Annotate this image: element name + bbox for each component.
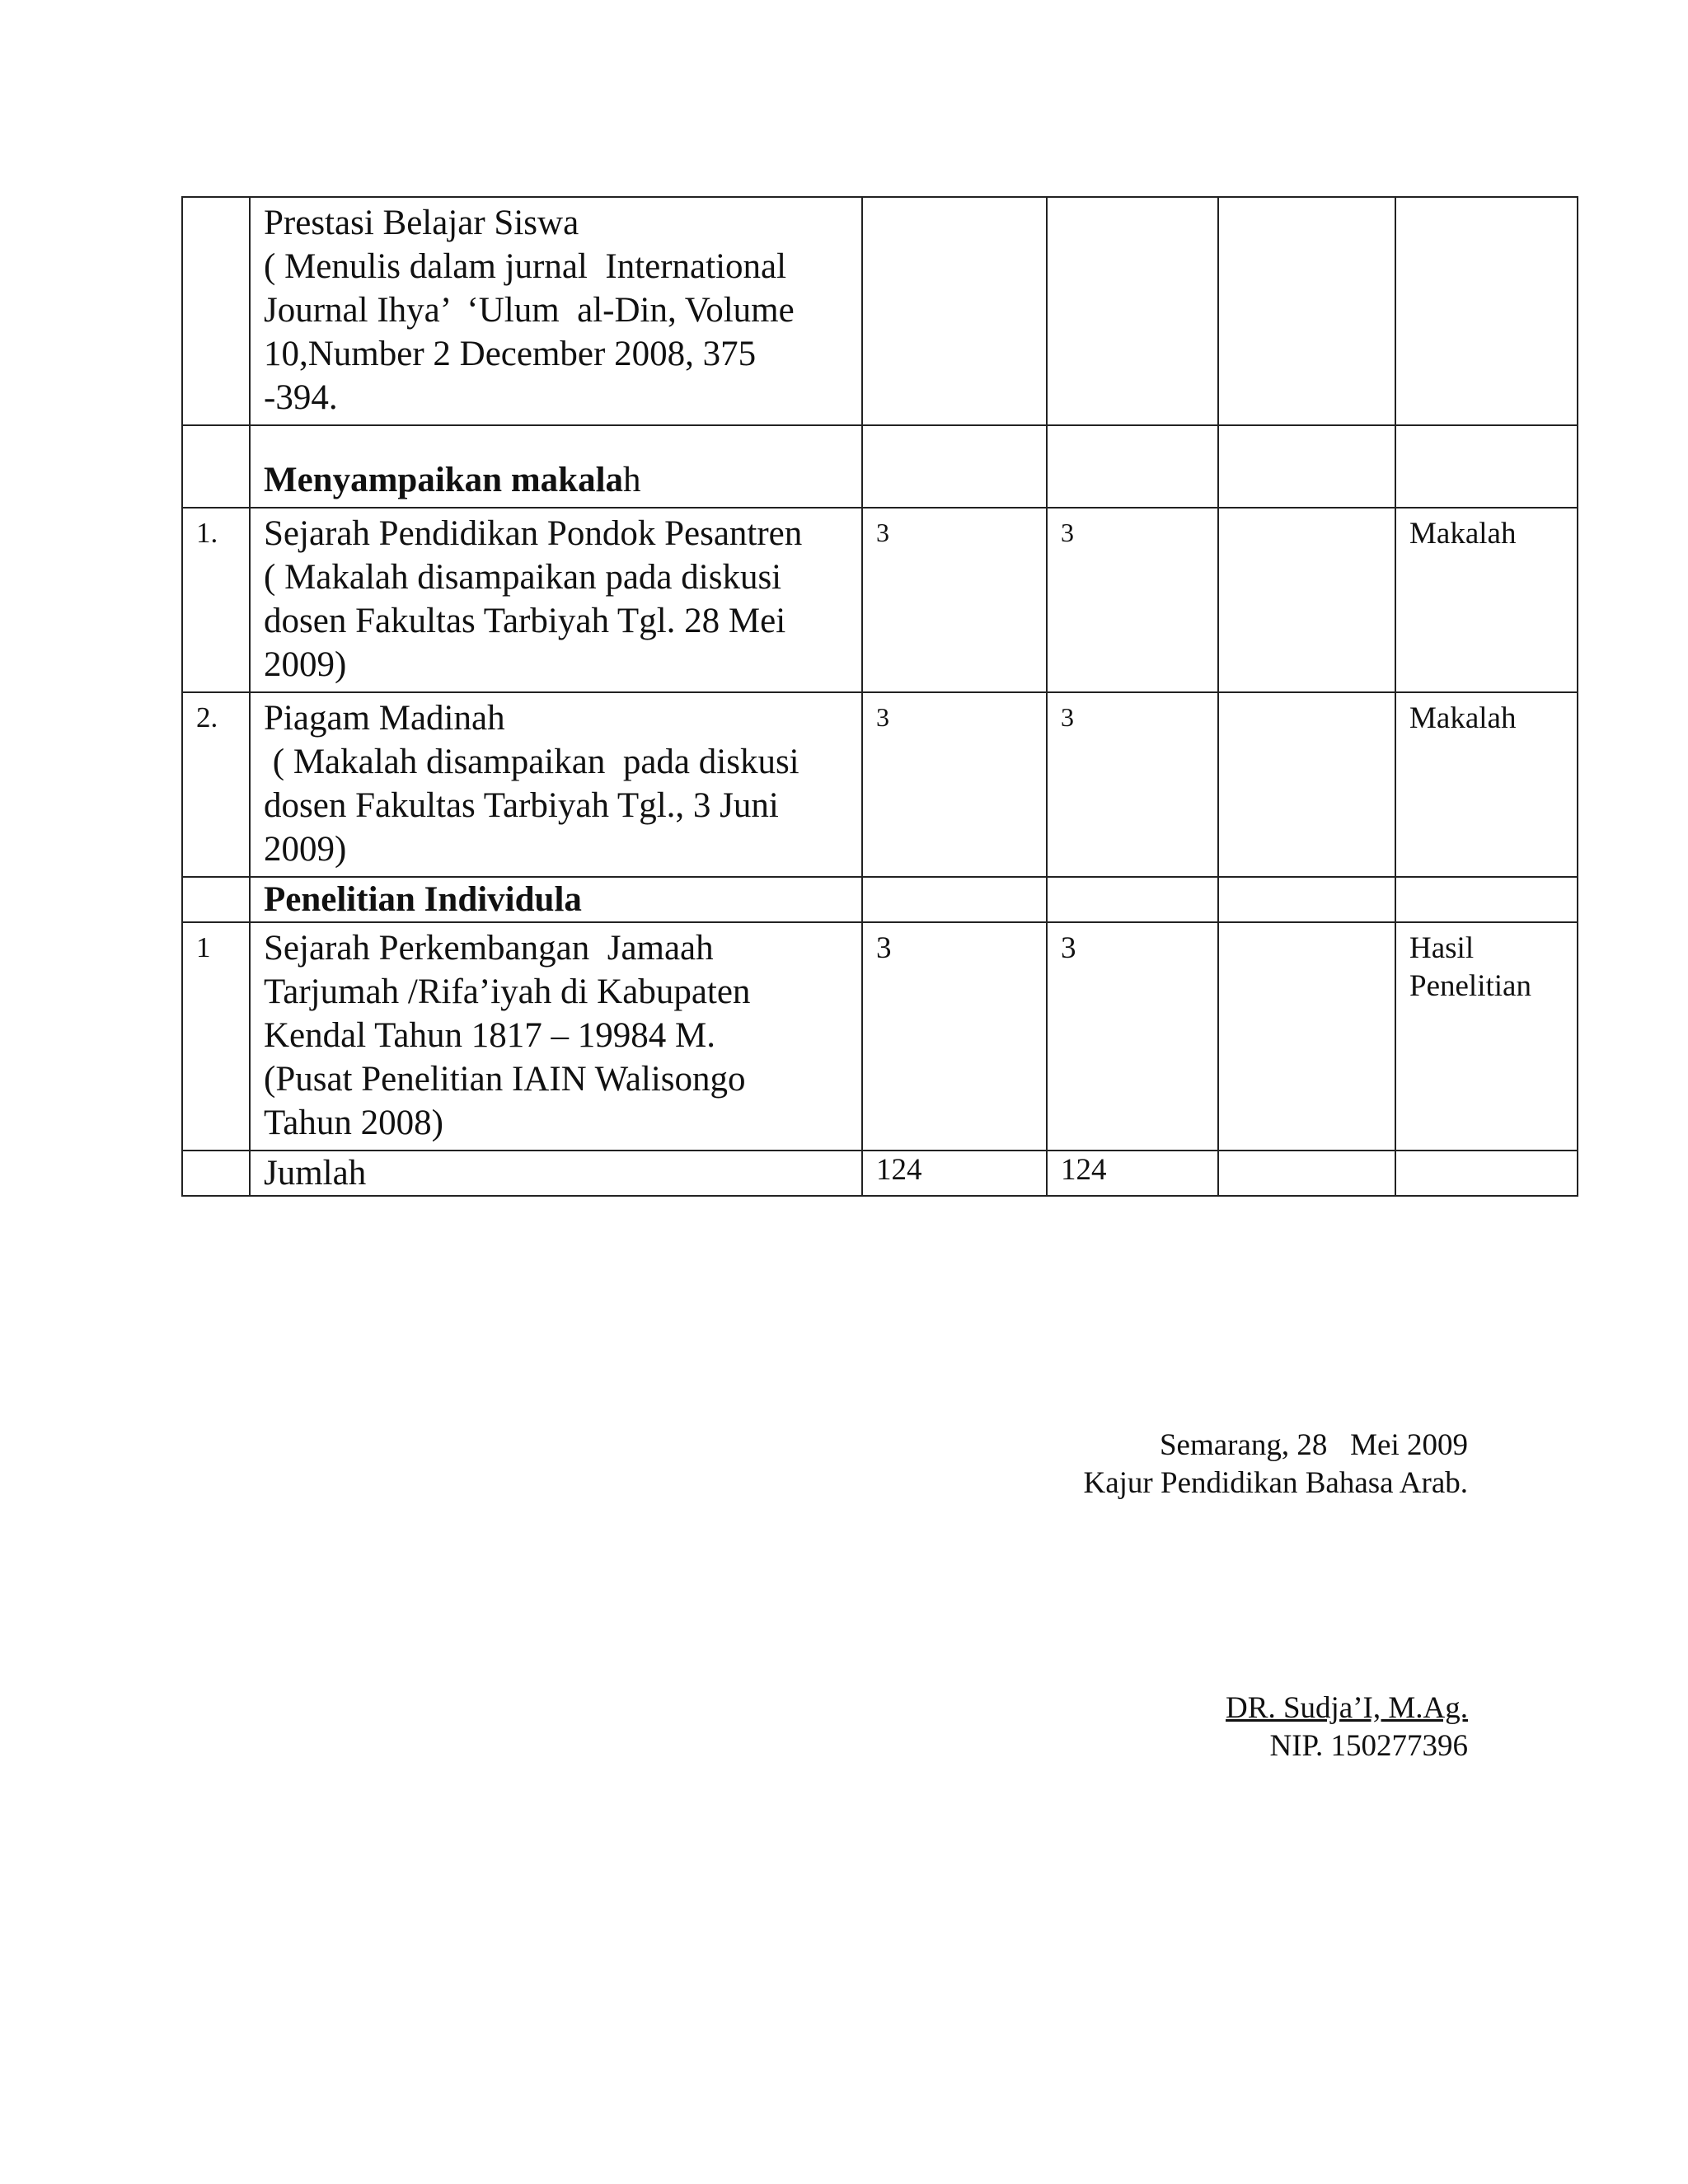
total-credit-cell: 124 xyxy=(1047,1151,1218,1196)
signer-name: DR. Sudja’I, M.Ag. xyxy=(1226,1691,1468,1725)
description-line: ( Menulis dalam jurnal International xyxy=(264,247,787,286)
description-line: Tarjumah /Rifa’iyah di Kabupaten xyxy=(264,972,751,1011)
section-heading-tail: h xyxy=(623,461,641,499)
signer-nip: NIP. 150277396 xyxy=(1269,1729,1468,1763)
description-line: dosen Fakultas Tarbiyah Tgl., 3 Juni xyxy=(264,786,779,825)
row-description xyxy=(250,508,862,692)
section-heading xyxy=(250,425,862,508)
empty-cell xyxy=(1218,922,1395,1151)
credit-cell: 3 xyxy=(1047,508,1218,692)
credit-cell: 3 xyxy=(862,922,1047,1151)
empty-cell xyxy=(1218,1151,1395,1196)
description-line: 2009) xyxy=(264,645,347,684)
credit-cell xyxy=(1047,877,1218,922)
empty-cell xyxy=(1218,877,1395,922)
empty-cell xyxy=(1218,425,1395,508)
table-row xyxy=(182,922,1578,1151)
credit-cell xyxy=(862,197,1047,425)
credit-cell: 3 xyxy=(862,692,1047,877)
description-line: -394. xyxy=(264,378,338,417)
credit-cell xyxy=(1047,197,1218,425)
row-description xyxy=(250,197,862,425)
remark-cell xyxy=(1395,877,1578,922)
description-line: Sejarah Pendidikan Pondok Pesantren xyxy=(264,514,803,553)
signature-header xyxy=(1084,1427,1469,1502)
description-line: Prestasi Belajar Siswa xyxy=(264,204,579,242)
description-line: Sejarah Perkembangan Jamaah xyxy=(264,929,714,968)
description-line: ( Makalah disampaikan pada diskusi xyxy=(264,558,782,597)
description-line: Tahun 2008) xyxy=(264,1104,443,1142)
remark-cell: Makalah xyxy=(1395,508,1578,692)
description-line: 10,Number 2 December 2008, 375 xyxy=(264,335,757,373)
signer-position: Kajur Pendidikan Bahasa Arab. xyxy=(1083,1466,1468,1500)
total-label: Jumlah xyxy=(250,1151,862,1196)
signature-footer xyxy=(1226,1690,1468,1765)
row-number xyxy=(182,197,250,425)
remark-line: Hasil xyxy=(1409,931,1475,965)
empty-cell xyxy=(1218,197,1395,425)
credit-cell xyxy=(862,425,1047,508)
description-line: ( Makalah disampaikan pada diskusi xyxy=(264,743,799,781)
remark-cell xyxy=(1395,1151,1578,1196)
table-row xyxy=(182,197,1578,425)
row-description xyxy=(250,922,862,1151)
empty-cell xyxy=(1218,508,1395,692)
section-heading xyxy=(250,877,862,922)
description-line: Piagam Madinah xyxy=(264,699,505,738)
description-line: dosen Fakultas Tarbiyah Tgl. 28 Mei xyxy=(264,602,786,640)
remark-cell: Makalah xyxy=(1395,692,1578,877)
description-line: (Pusat Penelitian IAIN Walisongo xyxy=(264,1060,746,1099)
credit-cell: 3 xyxy=(1047,692,1218,877)
description-line: Journal Ihya’ ‘Ulum al-Din, Volume xyxy=(264,291,795,330)
description-line: Kendal Tahun 1817 – 19984 M. xyxy=(264,1016,715,1055)
table-row-total xyxy=(182,1151,1578,1196)
remark-line: Penelitian xyxy=(1409,969,1531,1003)
table-row xyxy=(182,508,1578,692)
description-line: 2009) xyxy=(264,830,347,869)
credit-cell: 3 xyxy=(862,508,1047,692)
total-credit-cell: 124 xyxy=(862,1151,1047,1196)
remark-cell xyxy=(1395,197,1578,425)
row-description xyxy=(250,692,862,877)
row-number: 1. xyxy=(182,508,250,692)
remark-cell xyxy=(1395,922,1578,1151)
row-number xyxy=(182,877,250,922)
empty-cell xyxy=(1218,692,1395,877)
row-number: 2. xyxy=(182,692,250,877)
section-heading-bold: Menyampaikan makala xyxy=(264,461,624,499)
table-row xyxy=(182,877,1578,922)
activity-table xyxy=(181,196,1578,1197)
table-row xyxy=(182,425,1578,508)
section-heading-bold: Penelitian Individula xyxy=(264,880,582,919)
remark-cell xyxy=(1395,425,1578,508)
credit-cell: 3 xyxy=(1047,922,1218,1151)
credit-cell xyxy=(862,877,1047,922)
row-number xyxy=(182,425,250,508)
place-date: Semarang, 28 Mei 2009 xyxy=(1159,1428,1468,1462)
row-number: 1 xyxy=(182,922,250,1151)
table-row xyxy=(182,692,1578,877)
row-number xyxy=(182,1151,250,1196)
credit-cell xyxy=(1047,425,1218,508)
